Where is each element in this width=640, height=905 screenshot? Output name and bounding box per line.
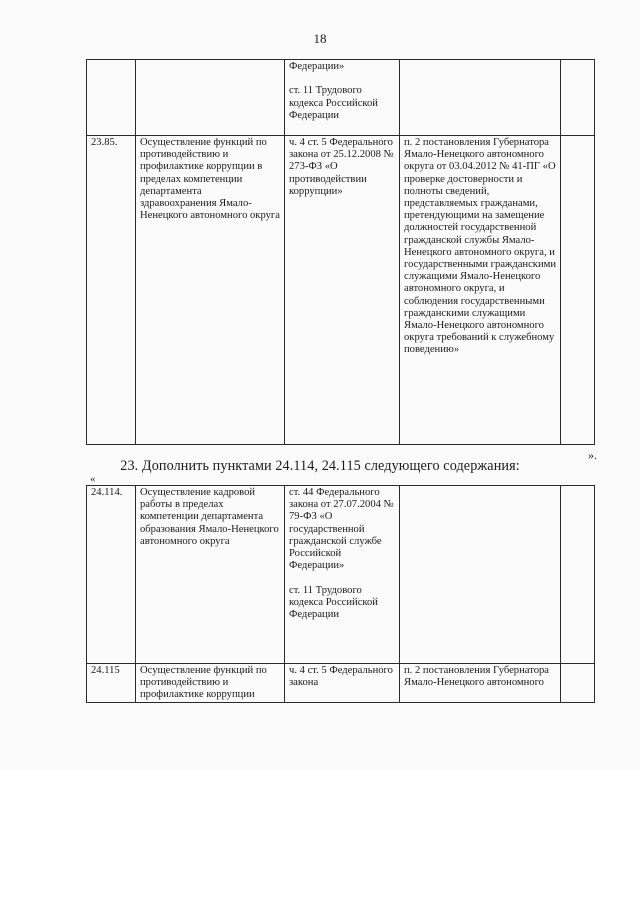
cell-legal-basis: ч. 4 ст. 5 Федерального закона <box>285 664 400 703</box>
cell-legal-basis: ч. 4 ст. 5 Федерального закона от 25.12.2008 № 273-ФЗ «О противодействии коррупции» <box>285 136 400 445</box>
cell-regional-act <box>400 60 561 136</box>
cell-number: 23.85. <box>87 136 136 445</box>
cell-extra <box>561 60 595 136</box>
amendment-text: 23. Дополнить пунктами 24.114, 24.115 следующего содержания: <box>120 458 520 474</box>
cell-function: Осуществление функций по противодействию и профилактике коррупции в пределах компетенции департамента здравоохранения Ямало-Ненецкого автономного округа <box>136 136 285 445</box>
cell-legal-basis: ст. 44 Федерального закона от 27.07.2004 № 79-ФЗ «О государственной гражданской службе Российской Федерации» ст. 11 Трудового кодекса Российской Федерации <box>285 486 400 664</box>
cell-extra <box>561 136 595 445</box>
cell-regional-act <box>400 486 561 664</box>
table-new-items <box>86 485 595 703</box>
table-row <box>87 136 595 445</box>
cell-number: 24.115 <box>87 664 136 703</box>
table-continued <box>86 59 595 445</box>
cell-number: 24.114. <box>87 486 136 664</box>
page-number: 18 <box>313 31 327 46</box>
cell-regional-act: п. 2 постановления Губернатора Ямало-Ненецкого автономного <box>400 664 561 703</box>
table-row <box>87 486 595 664</box>
cell-function: Осуществление функций по противодействию и профилактике коррупции <box>136 664 285 703</box>
cell-legal-basis: Федерации» ст. 11 Трудового кодекса Российской Федерации <box>285 60 400 136</box>
cell-function: Осуществление кадровой работы в пределах компетенции департамента образования Ямало-Ненецкого автономного округа <box>136 486 285 664</box>
opening-quote: « <box>90 473 96 485</box>
cell-regional-act: п. 2 постановления Губернатора Ямало-Ненецкого автономного округа от 03.04.2012 № 41-ПГ «О проверке достоверности и полноты сведений, представляемых гражданами, претендующими на замещение должностей государственной гражданской службы Ямало-Ненецкого автономного округа, и государственными гражданскими служащими Ямало-Ненецкого автономного округа, и соблюдения государственными гражданскими служащими Ямало-Ненецкого автономного округа требований к служебному поведению» <box>400 136 561 445</box>
table-row <box>87 664 595 703</box>
cell-extra <box>561 486 595 664</box>
cell-number <box>87 60 136 136</box>
cell-function <box>136 60 285 136</box>
table-row <box>87 60 595 136</box>
cell-extra <box>561 664 595 703</box>
closing-quote: ». <box>588 448 597 462</box>
